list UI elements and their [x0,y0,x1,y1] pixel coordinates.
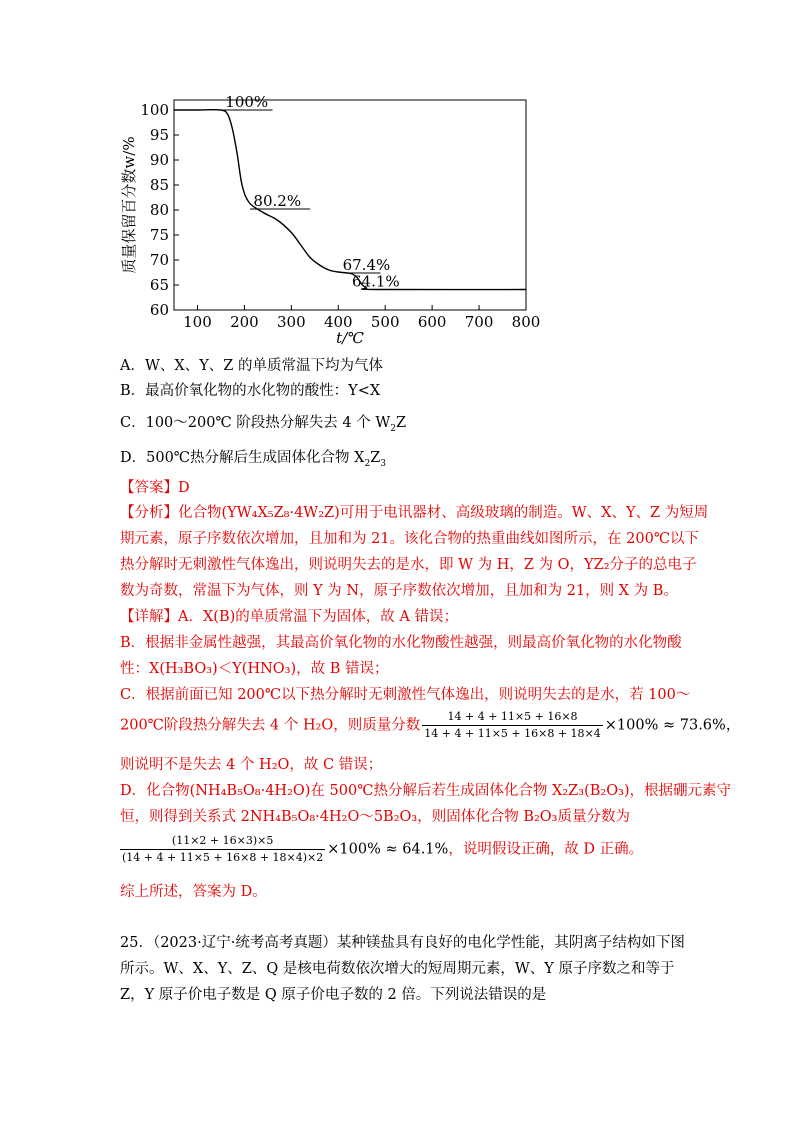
fraction-c-result: ×100% ≈ 73.6%， [604,717,741,734]
detail-line-b1: B．根据非金属性越强，其最高价氧化物的水化物酸性越强，则最高价氧化物的水化物酸 [120,635,682,651]
fraction-c-numerator: 14 + 4 + 11×5 + 16×8 [422,710,602,726]
detail-label: 【详解】 [120,609,178,625]
y-tick-label: 75 [149,226,169,244]
detail-line-c2 [120,710,740,741]
answer-value: D [178,480,190,496]
fraction-d [120,834,325,865]
option-d-text: D．500℃热分解后生成固体化合物 [120,450,355,466]
annotations [221,93,400,291]
analysis-line-4: 数为奇数，常温下为气体，则 Y 为 N，原子序数依次增加，且加和为 21，则 X 为 B。 [120,583,678,599]
x-tick-label: 400 [323,313,353,331]
thermogravimetric-chart [100,86,560,348]
detail-line-d1: D．化合物(NH₄B₅O₈·4H₂O)在 500℃热分解后若生成固体化合物 X₂Z₃(B₂O₃)，根据硼元素守 [120,783,732,799]
y-tick-label: 65 [149,276,169,294]
analysis-line-3: 热分解时无刺激性气体逸出，则说明失去的是水，即 W 为 H，Z 为 O，YZ₂分子的总电子 [120,557,697,573]
option-c-text: C．100～200℃ 阶段热分解失去 4 个 [120,415,376,431]
analysis-text-1: 化合物(YW₄X₅Z₈·4W₂Z)可用于电讯器材、高级玻璃的制造。W、X、Y、Z 为短周 [178,505,709,521]
plot-frame [174,100,526,310]
annotation-label: 67.4% [342,256,391,274]
detail-line-b2: 性：X(H₃BO₃)＜Y(HNO₃)，故 B 错误； [120,661,389,677]
fraction-d-numerator: (11×2 + 16×3)×5 [120,834,325,850]
option-b [120,381,380,401]
y-tick-label: 95 [149,126,169,144]
detail-c2-text: 200℃阶段热分解失去 4 个 H₂O，则质量分数 [120,717,421,734]
option-a: A．W、X、Y、Z 的单质常温下均为气体 [120,358,383,374]
detail-summary: 综上所述，答案为 D。 [120,884,267,900]
x-tick-label: 200 [230,313,259,331]
question-25-line-3: Z，Y 原子价电子数是 Q 原子价电子数的 2 倍。下列说法错误的是 [120,987,547,1003]
y-tick-label: 80 [149,201,169,219]
y-axis-label: 质量保留百分数w/% [120,136,138,274]
detail-line-a [120,607,458,627]
option-c-formula: $W_2Z$ [375,415,407,434]
answer-label: 【答案】 [120,480,178,496]
detail-line-c1: C．根据前面已知 200℃以下热分解时无刺激性气体逸出，则说明失去的是水，若 100～ [120,687,691,703]
x-axis-label: t/℃ [336,329,364,347]
x-tick-label: 600 [417,313,447,331]
option-c [120,413,406,439]
x-tick-label: 500 [370,313,400,331]
option-b-text: B．最高价氧化物的水化物的酸性： [120,383,349,399]
y-tick-label: 90 [149,151,169,169]
annotation-label: 100% [225,93,269,111]
detail-line-d3 [118,834,643,865]
x-tick-label: 800 [511,313,541,331]
fraction-d-result: ×100% ≈ 64.1% [327,841,449,858]
analysis-label: 【分析】 [120,505,178,521]
detail-d3-tail: ，说明假设正确，故 D 正确。 [448,841,644,858]
detail-line-c3: 则说明不是失去 4 个 H₂O，故 C 错误； [120,757,383,773]
option-d [120,448,386,474]
y-axis-ticks [140,101,179,319]
x-axis-ticks [183,305,540,331]
detail-a-text: A．X(B)的单质常温下为固体，故 A 错误； [178,609,458,625]
y-tick-label: 70 [149,251,169,269]
fraction-c-denominator: 14 + 4 + 11×5 + 16×8 + 18×4 [424,727,601,740]
option-d-formula: $X_2Z_3$ [354,450,387,469]
option-b-relation: Y<X [348,383,381,399]
detail-line-d2: 恒，则得到关系式 2NH₄B₅O₈·4H₂O～5B₂O₃，则固体化合物 B₂O₃质量分数为 [120,809,630,825]
y-tick-label: 100 [140,101,169,119]
answer-line [120,478,190,498]
x-tick-label: 300 [277,313,306,331]
fraction-d-denominator: (14 + 4 + 11×5 + 16×8 + 18×4)×2 [122,851,324,864]
analysis-line-1 [120,503,708,523]
annotation-label: 80.2% [253,192,302,210]
x-tick-label: 100 [183,313,212,331]
analysis-line-2: 期元素，原子序数依次增加，且加和为 21。该化合物的热重曲线如图所示，在 200℃以下 [120,531,700,547]
question-25-line-1: 25．（2023·辽宁·统考高考真题）某种镁盐具有良好的电化学性能，其阴离子结构如下图 [120,935,685,951]
fraction-c [422,710,602,741]
y-tick-label: 60 [149,301,169,319]
question-25-line-2: 所示。W、X、Y、Z、Q 是核电荷数依次增大的短周期元素，W、Y 原子序数之和等于 [120,961,675,977]
annotation-label: 64.1% [351,272,400,291]
x-tick-label: 700 [464,313,494,331]
y-tick-label: 85 [149,176,169,194]
